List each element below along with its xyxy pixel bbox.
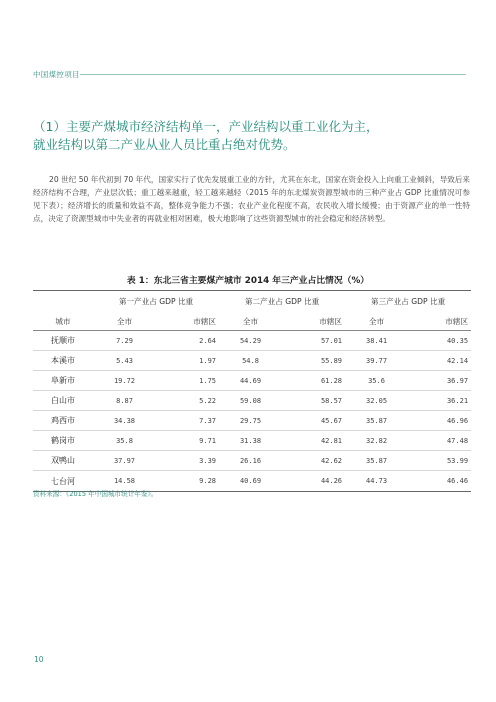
cell-value: 19.72 — [93, 371, 156, 391]
cell-value: 7.37 — [156, 411, 219, 431]
cell-value: 7.29 — [116, 336, 133, 345]
cell-value: 32.82 — [345, 431, 408, 451]
cell-value: 55.89 — [282, 351, 345, 371]
cell-value: 14.58 — [93, 471, 156, 492]
cell-city: 双鸭山 — [33, 451, 93, 471]
cell-value: 54.8 — [219, 351, 282, 371]
cell-value: 26.16 — [219, 451, 282, 471]
cell-value: 36.97 — [408, 371, 471, 391]
cell-city: 鸡西市 — [33, 411, 93, 431]
group-header-secondary: 第二产业占 GDP 比重 — [219, 291, 345, 313]
cell-value: 1.75 — [156, 371, 219, 391]
cell-value: 46.96 — [408, 411, 471, 431]
col-header-tertiary-city: 全市 — [345, 312, 408, 331]
source-note: 资料来源：《2015 年中国城市统计年鉴》。 — [33, 490, 158, 498]
cell-value: 5.22 — [156, 391, 219, 411]
group-header-tertiary: 第三产业占 GDP 比重 — [345, 291, 471, 313]
cell-value: 54.29 — [239, 336, 262, 345]
table-sub-header — [33, 312, 471, 331]
cell-value: 45.67 — [282, 411, 345, 431]
table-caption: 表 1：东北三省主要煤产城市 2014 年三产业占比情况（%） — [126, 276, 370, 286]
section-heading-line-1: （1）主要产煤城市经济结构单一，产业结构以重工业化为主， — [33, 119, 379, 134]
cell-value: 35.6 — [345, 371, 408, 391]
cell-city: 白山市 — [33, 391, 93, 411]
cell-value: 44.26 — [282, 471, 345, 492]
cell-city: 鹤岗市 — [33, 431, 93, 451]
cell-value: 57.01 — [320, 336, 343, 345]
table-row — [33, 411, 471, 431]
cell-value: 9.71 — [156, 431, 219, 451]
cell-value: 8.87 — [93, 391, 156, 411]
cell-value: 1.97 — [156, 351, 219, 371]
col-header-secondary-city: 全市 — [219, 312, 282, 331]
cell-value: 39.77 — [345, 351, 408, 371]
cell-value: 35.8 — [93, 431, 156, 451]
cell-value: 37.97 — [93, 451, 156, 471]
cell-value: 44.69 — [219, 371, 282, 391]
cell-value: 36.21 — [408, 391, 471, 411]
table-group-header — [33, 291, 471, 313]
cell-value: 40.35 — [446, 336, 469, 345]
cell-value: 32.05 — [345, 391, 408, 411]
cell-value: 42.81 — [282, 431, 345, 451]
cell-value: 2.64 — [199, 336, 217, 345]
cell-city: 抚顺市 — [51, 336, 75, 345]
running-header: 中国煤控项目 — [33, 70, 80, 79]
cell-value: 38.41 — [365, 336, 388, 345]
cell-city: 本溪市 — [33, 351, 93, 371]
table-row — [33, 331, 471, 351]
cell-city: 七台河 — [33, 471, 93, 492]
cell-value: 40.69 — [219, 471, 282, 492]
cell-value: 42.14 — [408, 351, 471, 371]
col-header-secondary-district: 市辖区 — [282, 312, 345, 331]
group-header-primary: 第一产业占 GDP 比重 — [93, 291, 219, 313]
table-row — [33, 371, 471, 391]
cell-value: 42.62 — [282, 451, 345, 471]
section-heading — [33, 118, 473, 154]
cell-value: 31.38 — [219, 431, 282, 451]
col-header-city: 城市 — [33, 312, 93, 331]
cell-value: 35.87 — [345, 451, 408, 471]
col-header-primary-district: 市辖区 — [156, 312, 219, 331]
cell-value: 5.43 — [93, 351, 156, 371]
table-row — [33, 351, 471, 371]
cell-value: 3.39 — [156, 451, 219, 471]
col-header-primary-city: 全市 — [93, 312, 156, 331]
cell-value: 61.28 — [282, 371, 345, 391]
cell-city: 阜新市 — [33, 371, 93, 391]
cell-value: 46.46 — [408, 471, 471, 492]
table-row — [33, 391, 471, 411]
page-number: 10 — [34, 655, 44, 664]
col-header-tertiary-district: 市辖区 — [408, 312, 471, 331]
cell-value: 44.73 — [345, 471, 408, 492]
table-row — [33, 451, 471, 471]
cell-value: 34.38 — [93, 411, 156, 431]
cell-value: 35.87 — [345, 411, 408, 431]
gdp-share-table — [33, 290, 471, 492]
cell-value: 58.57 — [282, 391, 345, 411]
body-paragraph: 20 世纪 50 年代初到 70 年代，国家实行了优先发展重工业的方针，尤其在东北，国家在资金投入上向重工业倾斜，导致后来经济结构不合理，产业层次低；重工越来越重，轻工越来越轻（2015 年的东北煤炭资源型城市的三种产业占 GDP 比重情况可参见下表）；经济增长的质量和效益不高，整体竞争能力不强；农业产业化程度不高，农民收入增长缓慢；由于资源产业的单一性特点，决定了资源型城市中失业者的再就业相对困难，极大地影响了这些资源型城市的社会稳定和经济转型。 — [33, 174, 470, 223]
cell-value: 53.99 — [408, 451, 471, 471]
section-heading-line-2: 就业结构以第二产业从业人员比重占绝对优势。 — [33, 137, 296, 152]
cell-value: 47.48 — [408, 431, 471, 451]
cell-value: 29.75 — [219, 411, 282, 431]
cell-value: 59.08 — [219, 391, 282, 411]
table-row — [33, 431, 471, 451]
cell-value: 9.28 — [156, 471, 219, 492]
table-corner-cell — [33, 291, 93, 313]
header-rule — [80, 74, 466, 75]
